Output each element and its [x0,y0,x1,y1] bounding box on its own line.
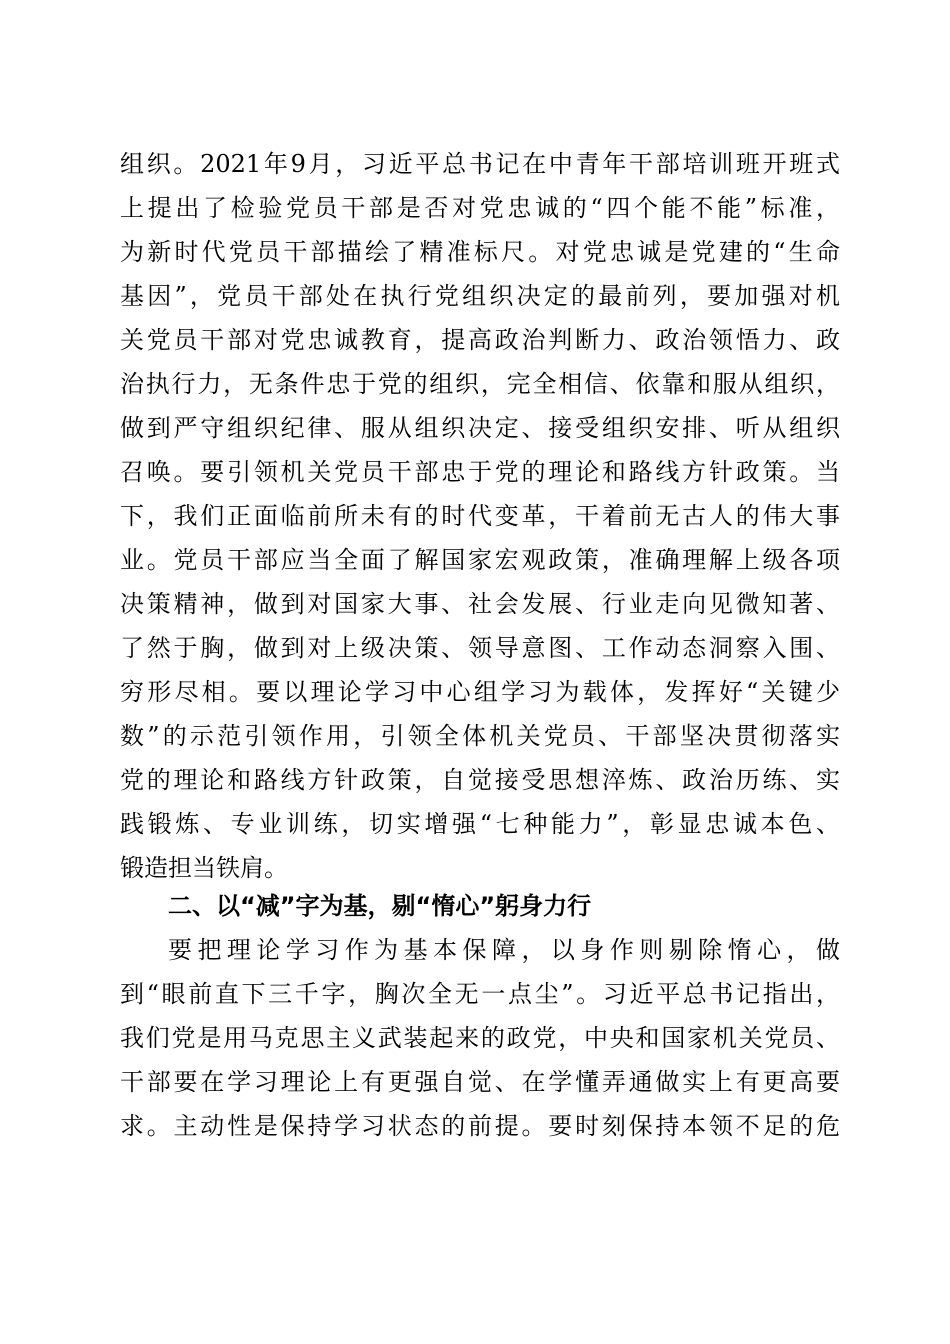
text-line: 做到严守组织纪律、服从组织决定、接受组织安排、听从组织 [120,414,840,442]
text-line: 业。党员干部应当全面了解国家宏观政策，准确理解上级各项 [120,546,840,574]
text-line: 下，我们正面临前所未有的时代变革，干着前无古人的伟大事 [120,502,840,530]
section-heading [120,884,840,928]
text-line: 穷形尽相。要以理论学习中心组学习为载体，发挥好“关键少 [120,678,840,706]
section-heading-text: 二、以“减”字为基，剔“惰心”躬身力行 [168,892,592,920]
text-line: 践锻炼、专业训练，切实增强“七种能力”，彰显忠诚本色、 [120,810,840,838]
body-paragraph-2 [120,928,840,1148]
text-line: 求。主动性是保持学习状态的前提。要时刻保持本领不足的危 [120,1112,840,1140]
text-line: 到“眼前直下三千字，胸次全无一点尘”。习近平总书记指出， [120,980,840,1008]
text-line: 干部要在学习理论上有更强自觉、在学懂弄通做实上有更高要 [120,1068,840,1096]
text-line: 我们党是用马克思主义武装起来的政党，中央和国家机关党员、 [120,1024,840,1052]
text-line: 决策精神，做到对国家大事、社会发展、行业走向见微知著、 [120,590,840,618]
text-line: 治执行力，无条件忠于党的组织，完全相信、依靠和服从组织， [120,370,840,398]
text-line: 组织。2021年9月，习近平总书记在中青年干部培训班开班式 [120,150,840,178]
text-line: 数”的示范引领作用，引领全体机关党员、干部坚决贯彻落实 [120,722,840,750]
body-paragraph-1 [120,142,840,890]
text-line: 党的理论和路线方针政策，自觉接受思想淬炼、政治历练、实 [120,766,840,794]
text-line: 要把理论学习作为基本保障，以身作则剔除惰心，做 [168,936,840,964]
text-line: 了然于胸，做到对上级决策、领导意图、工作动态洞察入围、 [120,634,840,662]
text-line: 锻造担当铁肩。 [120,854,288,882]
text-line: 上提出了检验党员干部是否对党忠诚的“四个能不能”标准， [120,194,840,222]
text-line: 为新时代党员干部描绘了精准标尺。对党忠诚是党建的“生命 [120,238,840,266]
text-line: 基因”，党员干部处在执行党组织决定的最前列，要加强对机 [120,282,840,310]
text-line: 关党员干部对党忠诚教育，提高政治判断力、政治领悟力、政 [120,326,840,354]
text-line: 召唤。要引领机关党员干部忠于党的理论和路线方针政策。当 [120,458,840,486]
